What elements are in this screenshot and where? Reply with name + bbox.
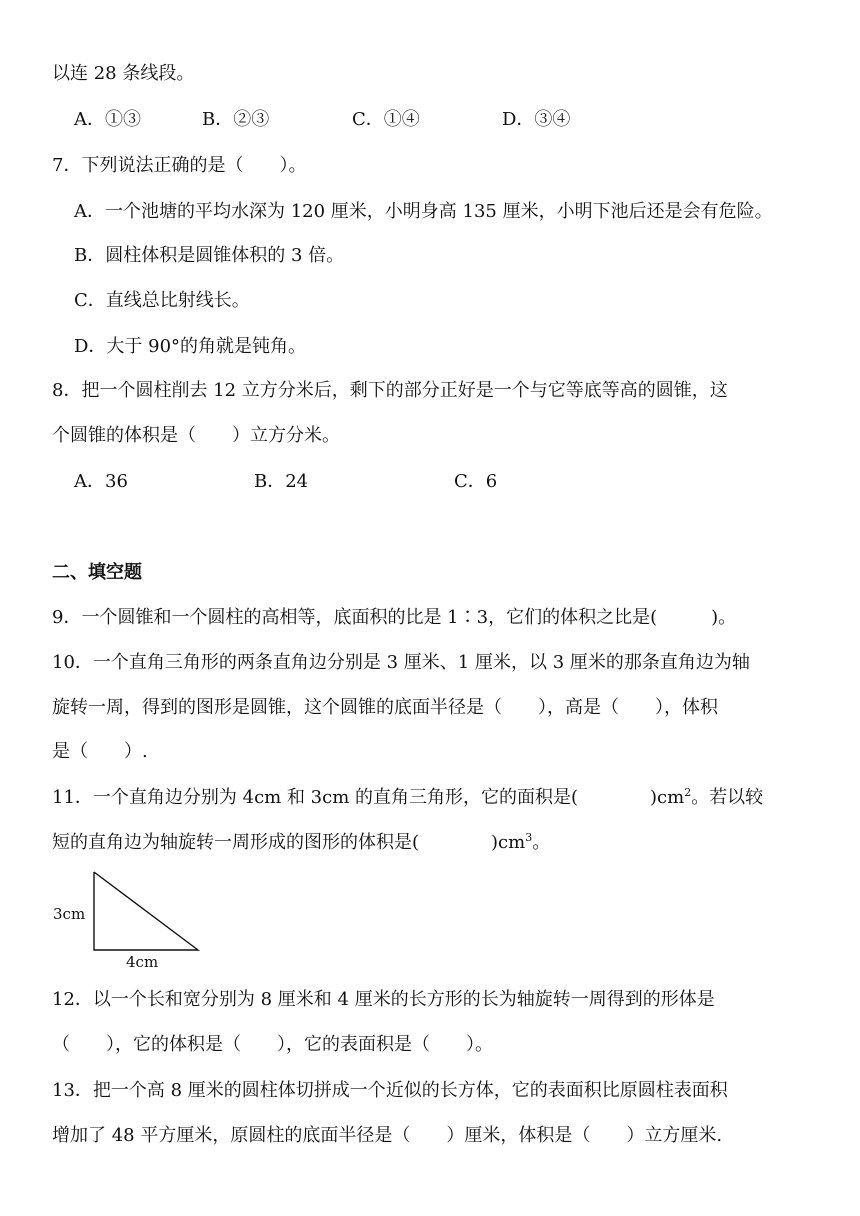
q13-line1: 13．把一个高 8 厘米的圆柱体切拼成一个近似的长方体，它的表面积比原圆柱表面积 — [52, 1080, 728, 1101]
superscript-2: 2 — [684, 786, 692, 799]
q10-line2: 旋转一周，得到的图形是圆锥，这个圆锥的底面半径是（ ），高是（ ），体积 — [52, 697, 718, 718]
q6-option-b: B．②③ — [202, 109, 270, 130]
right-triangle-figure — [50, 866, 220, 976]
q9-text: 9．一个圆锥和一个圆柱的高相等，底面积的比是 1∶3，它们的体积之比是( )。 — [52, 607, 737, 628]
q13-line2: 增加了 48 平方厘米，原圆柱的底面半径是（ ）厘米，体积是（ ）立方厘米. — [52, 1125, 723, 1146]
q7-option-c: C．直线总比射线长。 — [74, 290, 250, 311]
q8-option-b: B．24 — [254, 471, 309, 492]
q6-option-d: D．③④ — [502, 109, 571, 130]
triangle-shape — [94, 872, 198, 950]
q11-line1-tail: 。若以较 — [691, 787, 764, 808]
q6-option-c: C．①④ — [352, 109, 420, 130]
q8-line1: 8．把一个圆柱削去 12 立方分米后，剩下的部分正好是一个与它等底等高的圆锥，这 — [52, 380, 728, 401]
triangle-base-label: 4cm — [126, 953, 159, 971]
q6-option-a: A．①③ — [74, 109, 141, 130]
q12-line1: 12．以一个长和宽分别为 8 厘米和 4 厘米的长方形的长为轴旋转一周得到的形体是 — [52, 989, 715, 1010]
q10-line3: 是（ ）. — [52, 741, 148, 762]
section-heading: 二、填空题 — [52, 562, 142, 583]
q11-line1-text: 11．一个直角边分别为 4cm 和 3cm 的直角三角形，它的面积是( )cm — [52, 787, 685, 808]
q8-option-a: A．36 — [74, 471, 128, 492]
q11-line2 — [52, 831, 550, 855]
q11-line1 — [52, 786, 763, 810]
q11-line2-tail: 。 — [532, 832, 551, 853]
superscript-3: 3 — [525, 831, 533, 844]
q7-option-d: D．大于 90°的角就是钝角。 — [74, 336, 307, 357]
q7-option-a: A．一个池塘的平均水深为 120 厘米，小明身高 135 厘米，小明下池后还是会有危险。 — [74, 201, 773, 222]
q8-option-c: C．6 — [454, 471, 498, 492]
q10-line1: 10．一个直角三角形的两条直角边分别是 3 厘米、1 厘米，以 3 厘米的那条直角边为轴 — [52, 652, 750, 673]
q7-option-b: B．圆柱体积是圆锥体积的 3 倍。 — [74, 245, 345, 266]
q8-line2: 个圆锥的体积是（ ）立方分米。 — [52, 425, 340, 446]
q6-tail: 以连 28 条线段。 — [52, 63, 195, 84]
q11-line2-text: 短的直角边为轴旋转一周形成的图形的体积是( )cm — [52, 832, 526, 853]
q12-line2: （ ），它的体积是（ ），它的表面积是（ ）。 — [52, 1034, 493, 1055]
triangle-side-label: 3cm — [53, 905, 86, 923]
q7-stem: 7．下列说法正确的是（ ）。 — [52, 155, 307, 176]
